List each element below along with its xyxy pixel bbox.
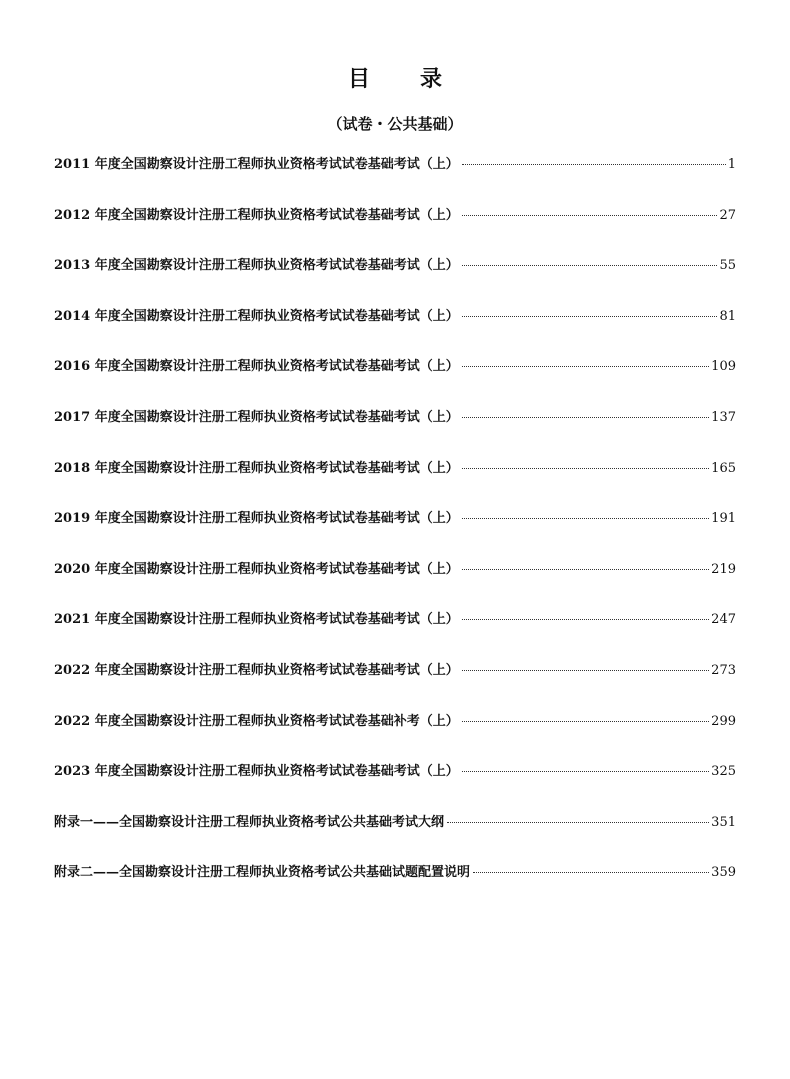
toc-entry-title: 附录一——全国勘察设计注册工程师执业资格考试公共基础考试大纲: [54, 814, 445, 830]
toc-page-number: 1: [727, 157, 736, 172]
toc-dot-leader: [462, 670, 709, 671]
toc-page-number: 55: [719, 258, 736, 274]
toc-dot-leader: [473, 872, 709, 873]
toc-entry-title: 2019 年度全国勘察设计注册工程师执业资格考试试卷基础考试（上）: [54, 511, 459, 527]
toc-page-number: 359: [711, 865, 736, 881]
toc-entry-title: 2020 年度全国勘察设计注册工程师执业资格考试试卷基础考试（上）: [54, 561, 459, 577]
toc-entry[interactable]: [54, 659, 736, 710]
toc-dot-leader: [462, 468, 709, 469]
toc-entry-title: 2013 年度全国勘察设计注册工程师执业资格考试试卷基础考试（上）: [54, 258, 459, 274]
toc-page-number: 247: [711, 612, 736, 628]
toc-dot-leader: [462, 518, 709, 519]
toc-entry[interactable]: [54, 254, 736, 305]
toc-dot-leader: [462, 215, 718, 216]
toc-page-number: 219: [711, 561, 736, 577]
toc-entry-title: 2022 年度全国勘察设计注册工程师执业资格考试试卷基础补考（上）: [54, 713, 459, 729]
toc-entry-title: 2022 年度全国勘察设计注册工程师执业资格考试试卷基础考试（上）: [54, 662, 459, 678]
page-title: 目 录: [347, 67, 456, 92]
toc-entry-title: 2017 年度全国勘察设计注册工程师执业资格考试试卷基础考试（上）: [54, 409, 459, 425]
toc-page-number: 81: [719, 308, 736, 324]
toc-page-number: 27: [719, 207, 736, 223]
toc-dot-leader: [462, 265, 718, 266]
page-subtitle: （试卷・公共基础）: [327, 115, 463, 133]
toc-entry-title: 2014 年度全国勘察设计注册工程师执业资格考试试卷基础考试（上）: [54, 308, 459, 324]
table-of-contents: [54, 153, 736, 912]
toc-dot-leader: [462, 569, 709, 570]
toc-entry[interactable]: [54, 760, 736, 811]
toc-page-number: 137: [711, 409, 736, 425]
toc-page-number: 351: [711, 814, 736, 830]
toc-dot-leader: [462, 721, 709, 722]
toc-entry[interactable]: [54, 457, 736, 508]
toc-entry-title: 2023 年度全国勘察设计注册工程师执业资格考试试卷基础考试（上）: [54, 764, 459, 780]
toc-page-number: 109: [711, 359, 736, 375]
toc-entry[interactable]: [54, 710, 736, 761]
toc-page-number: 325: [711, 764, 736, 780]
toc-entry-appendix[interactable]: [54, 811, 736, 862]
toc-entry[interactable]: [54, 355, 736, 406]
toc-dot-leader: [462, 619, 709, 620]
toc-entry[interactable]: [54, 558, 736, 609]
toc-entry-title: 附录二——全国勘察设计注册工程师执业资格考试公共基础试题配置说明: [54, 865, 471, 881]
toc-entry[interactable]: [54, 608, 736, 659]
toc-entry[interactable]: [54, 204, 736, 255]
toc-entry-title: 2016 年度全国勘察设计注册工程师执业资格考试试卷基础考试（上）: [54, 359, 459, 375]
toc-entry-title: 2021 年度全国勘察设计注册工程师执业资格考试试卷基础考试（上）: [54, 612, 459, 628]
toc-dot-leader: [462, 164, 726, 165]
toc-entry-appendix[interactable]: [54, 861, 736, 912]
toc-page-number: 299: [711, 713, 736, 729]
toc-dot-leader: [447, 822, 709, 823]
toc-page-number: 191: [711, 511, 736, 527]
toc-entry[interactable]: [54, 507, 736, 558]
toc-dot-leader: [462, 316, 718, 317]
toc-entry[interactable]: [54, 153, 736, 204]
toc-dot-leader: [462, 366, 709, 367]
toc-page-number: 273: [711, 662, 736, 678]
toc-page-number: 165: [711, 460, 736, 476]
toc-entry[interactable]: [54, 305, 736, 356]
toc-entry-title: 2018 年度全国勘察设计注册工程师执业资格考试试卷基础考试（上）: [54, 460, 459, 476]
toc-entry-title: 2012 年度全国勘察设计注册工程师执业资格考试试卷基础考试（上）: [54, 207, 459, 223]
toc-entry-title: 2011 年度全国勘察设计注册工程师执业资格考试试卷基础考试（上）: [54, 157, 459, 172]
toc-entry[interactable]: [54, 406, 736, 457]
toc-dot-leader: [462, 771, 709, 772]
toc-dot-leader: [462, 417, 709, 418]
